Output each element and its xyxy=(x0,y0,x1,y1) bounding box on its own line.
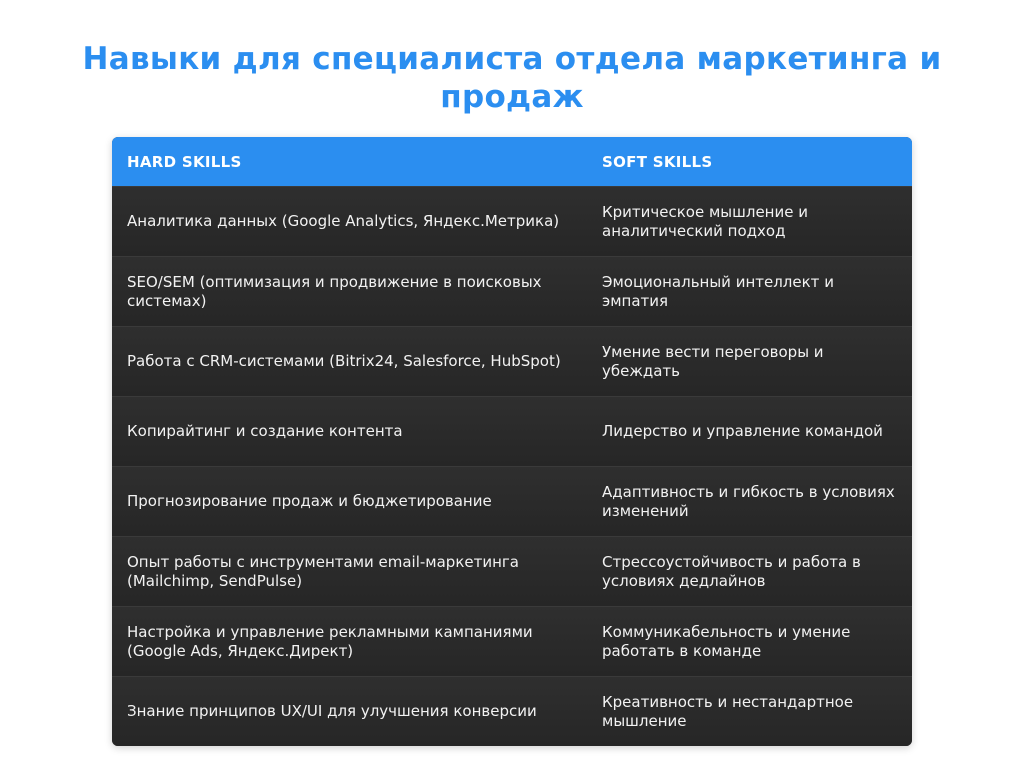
hard-skill-cell: SEO/SEM (оптимизация и продвижение в поисковых системах) xyxy=(127,272,542,310)
soft-skill-cell: Лидерство и управление командой xyxy=(602,422,883,440)
table-row xyxy=(112,536,912,606)
header-soft-skills: SOFT SKILLS xyxy=(602,152,713,171)
hard-skill-cell: Аналитика данных (Google Analytics, Яндекс.Метрика) xyxy=(127,212,560,230)
soft-skill-cell: Коммуникабельность и умение работать в команде xyxy=(602,622,851,660)
hard-skill-cell: Настройка и управление рекламными кампаниями (Google Ads, Яндекс.Директ) xyxy=(127,622,533,660)
table-row xyxy=(112,466,912,536)
soft-skill-cell: Эмоциональный интеллект и эмпатия xyxy=(602,272,834,310)
table-row xyxy=(112,396,912,466)
hard-skill-cell: Копирайтинг и создание контента xyxy=(127,422,403,440)
table-row xyxy=(112,606,912,676)
table-row xyxy=(112,256,912,326)
skills-table xyxy=(112,137,912,746)
table-row xyxy=(112,186,912,256)
soft-skill-cell: Стрессоустойчивость и работа в условиях дедлайнов xyxy=(602,552,861,590)
soft-skill-cell: Критическое мышление и аналитический подход xyxy=(602,202,808,240)
soft-skill-cell: Креативность и нестандартное мышление xyxy=(602,692,854,730)
soft-skill-cell: Адаптивность и гибкость в условиях изменений xyxy=(602,482,895,520)
table-row xyxy=(112,326,912,396)
header-hard-skills: HARD SKILLS xyxy=(127,152,242,171)
hard-skill-cell: Прогнозирование продаж и бюджетирование xyxy=(127,492,492,510)
hard-skill-cell: Знание принципов UX/UI для улучшения конверсии xyxy=(127,702,537,720)
hard-skill-cell: Опыт работы с инструментами email-маркетинга (Mailchimp, SendPulse) xyxy=(127,552,519,590)
table-row xyxy=(112,676,912,746)
soft-skill-cell: Умение вести переговоры и убеждать xyxy=(602,342,824,380)
page-title: Навыки для специалиста отдела маркетинга и продаж xyxy=(82,41,942,115)
table-header xyxy=(112,137,912,186)
hard-skill-cell: Работа с CRM-системами (Bitrix24, Salesforce, HubSpot) xyxy=(127,352,561,370)
